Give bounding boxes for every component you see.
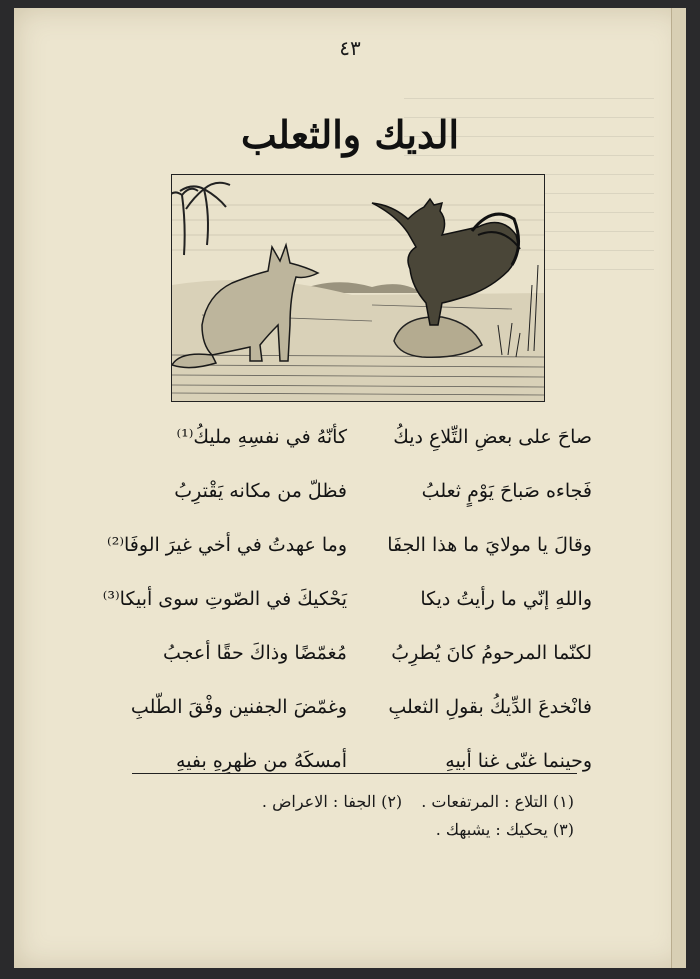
poem-verse (132, 480, 592, 534)
footnote-line (154, 792, 574, 820)
verse-second-hemistich: مُغمّضًا وذاكَ حقًا أعجبُ (163, 642, 347, 664)
verse-second-hemistich: أمسكَهُ من ظهرِهِ بفيهِ (176, 750, 347, 772)
verse-second-hemistich: وما عهدتُ في أخي غيرَ الوفَا⁽²⁾ (107, 534, 347, 556)
verse-second-hemistich: يَحْكيكَ في الصّوتِ سوى أبيكا⁽³⁾ (102, 588, 347, 610)
poem-verse (132, 426, 592, 480)
page-number: ٤٣ (339, 36, 361, 60)
verse-first-hemistich: وحينما غنّى غنا أبيهِ (445, 750, 592, 772)
verse-second-hemistich: فظلّ من مكانه يَقْترِبُ (174, 480, 347, 502)
verse-first-hemistich: لكنّما المرحومُ كانَ يُطرِبُ (391, 642, 592, 664)
rooster-fox-illustration (171, 174, 545, 402)
verse-first-hemistich: واللهِ إنّي ما رأيتُ ديكا (420, 588, 592, 610)
poem-verse (107, 534, 592, 588)
verse-second-hemistich: كأنّهُ في نفسِهِ مليكُ⁽¹⁾ (176, 426, 347, 448)
footnotes (154, 792, 574, 848)
poem-verse (102, 588, 592, 642)
poem-verse (132, 696, 592, 750)
page-title: الديك والثعلب (240, 112, 460, 157)
footnote-line (154, 820, 574, 848)
poem (102, 426, 592, 804)
footnote-item: (٣) يحكيك : يشبهك . (435, 820, 574, 839)
footnote-item: (١) التلاع : المرتفعات . (421, 792, 574, 811)
verse-first-hemistich: صاحَ على بعضِ التِّلاعِ ديكُ (393, 426, 592, 448)
book-page (14, 8, 686, 968)
verse-first-hemistich: فانْخدعَ الدِّيكُ بقولِ الثعلبِ (388, 696, 592, 718)
footnote-divider (132, 773, 577, 774)
verse-second-hemistich: وغمّضَ الجفنين وفْقَ الطّلبِ (130, 696, 347, 718)
poem-verse (132, 642, 592, 696)
verse-first-hemistich: فَجاءه صَباحَ يَوْمٍ ثعلبُ (421, 480, 592, 502)
verse-first-hemistich: وقالَ يا مولايَ ما هذا الجفَا (387, 534, 592, 556)
palm-trees (172, 183, 230, 255)
footnote-item: (٢) الجفا : الاعراض . (261, 792, 403, 811)
engraving-image (172, 175, 544, 401)
